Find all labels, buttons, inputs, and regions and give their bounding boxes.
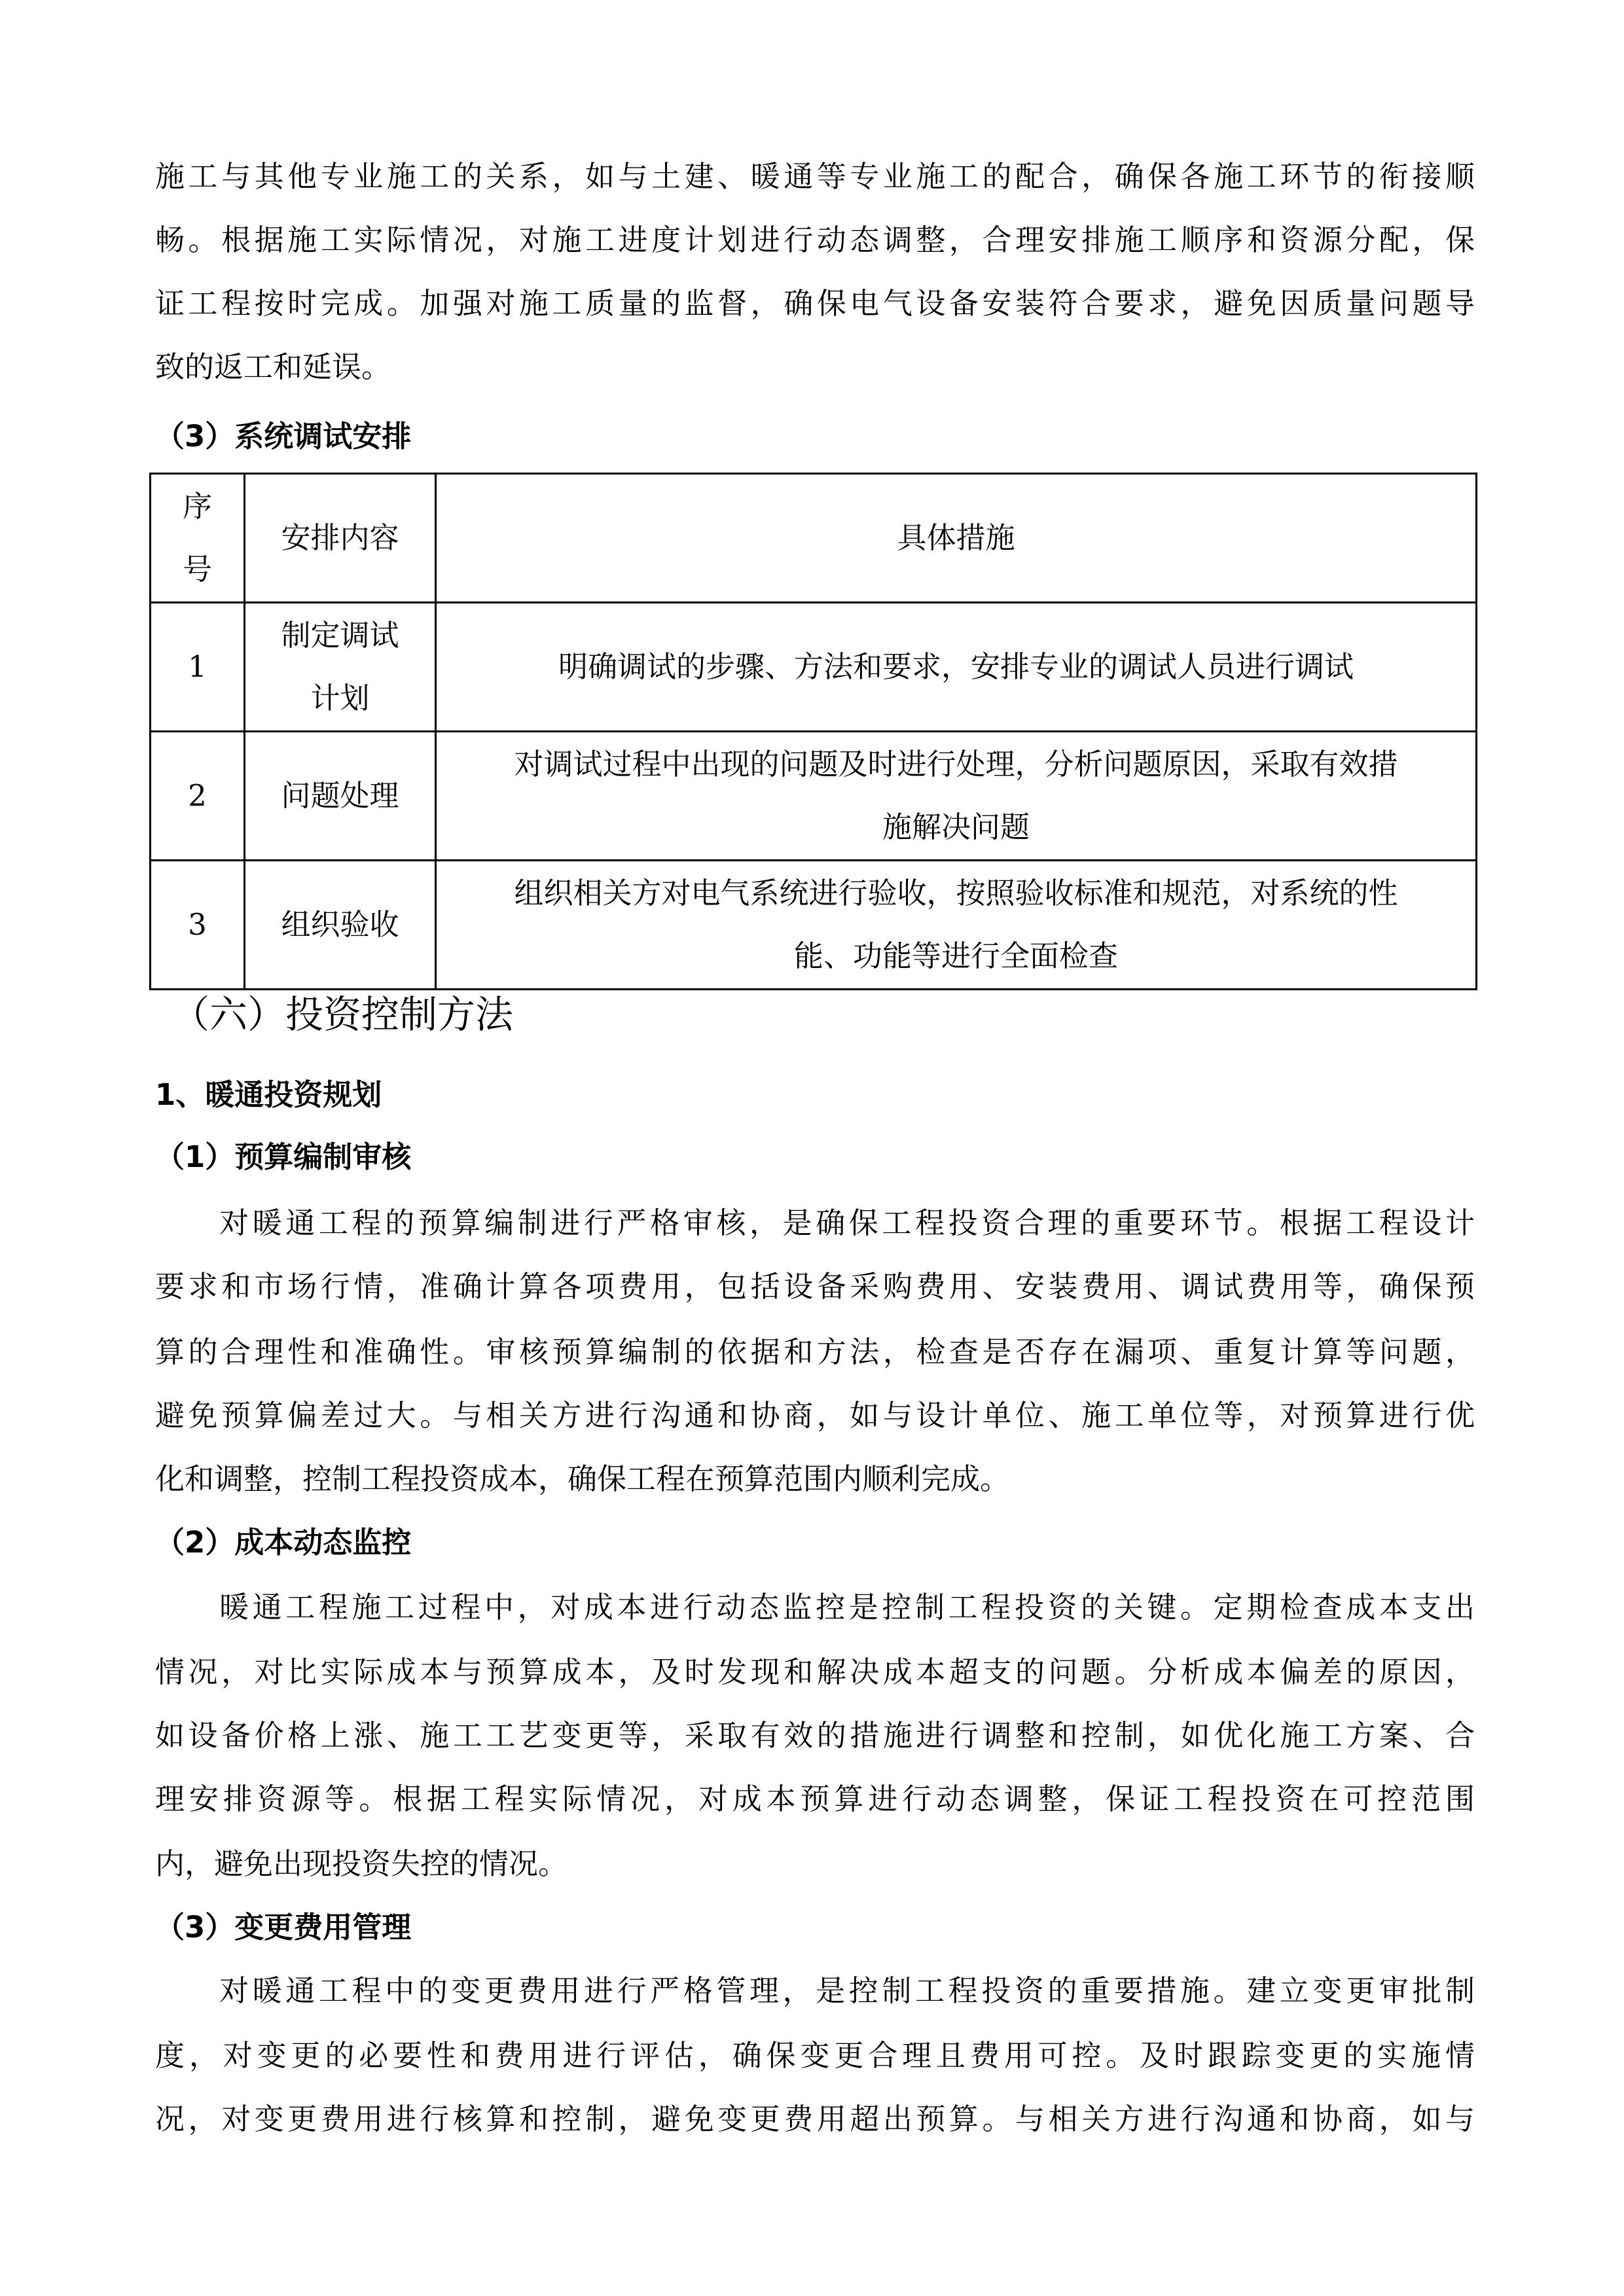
debug-arrangement-table <box>149 473 1477 990</box>
paragraph-line: 证工程按时完成。加强对施工质量的监督，确保电气设备安装符合要求，避免因质量问题导 <box>155 286 1475 321</box>
row-content: 制定调试 计划 <box>245 603 436 732</box>
subsection-heading-change-cost-management: （3）变更费用管理 <box>155 1910 412 1945</box>
paragraph-line: 化和调整，控制工程投资成本，确保工程在预算范围内顺利完成。 <box>155 1462 1010 1496</box>
table-row <box>151 861 1477 990</box>
paragraph-line: 施工与其他专业施工的关系，如与土建、暖通等专业施工的配合，确保各施工环节的衔接顺 <box>155 159 1475 194</box>
table-header-row <box>151 474 1477 603</box>
row-content: 组织验收 <box>245 861 436 990</box>
row-measures: 组织相关方对电气系统进行验收，按照验收标准和规范，对系统的性 能、功能等进行全面检查 <box>436 861 1477 990</box>
chapter-heading-investment-control: （六）投资控制方法 <box>171 992 514 1037</box>
row-measures: 对调试过程中出现的问题及时进行处理，分析问题原因，采取有效措 施解决问题 <box>436 732 1477 861</box>
subsection-heading-cost-monitoring: （2）成本动态监控 <box>155 1525 412 1560</box>
section-heading-debug-arrangement: （3）系统调试安排 <box>155 419 412 454</box>
table-row <box>151 603 1477 732</box>
paragraph-line: 避免预算偏差过大。与相关方进行沟通和协商，如与设计单位、施工单位等，对预算进行优 <box>155 1398 1475 1433</box>
paragraph-line: 要求和市场行情，准确计算各项费用，包括设备采购费用、安装费用、调试费用等，确保预 <box>155 1269 1475 1304</box>
table-row <box>151 732 1477 861</box>
section-heading-hvac-investment-planning: 1、暖通投资规划 <box>155 1077 382 1112</box>
paragraph-line: 畅。根据施工实际情况，对施工进度计划进行动态调整，合理安排施工顺序和资源分配，保 <box>155 223 1475 257</box>
row-content: 问题处理 <box>245 732 436 861</box>
header-measures: 具体措施 <box>436 474 1477 603</box>
subsection-heading-budget-review: （1）预算编制审核 <box>155 1139 412 1174</box>
header-content: 安排内容 <box>245 474 436 603</box>
row-index: 1 <box>151 603 245 732</box>
paragraph-line: 暖通工程施工过程中，对成本进行动态监控是控制工程投资的关键。定期检查成本支出 <box>219 1590 1475 1624</box>
row-measures: 明确调试的步骤、方法和要求，安排专业的调试人员进行调试 <box>436 603 1477 732</box>
paragraph-line: 情况，对比实际成本与预算成本，及时发现和解决成本超支的问题。分析成本偏差的原因， <box>155 1655 1475 1689</box>
row-index: 3 <box>151 861 245 990</box>
paragraph-line: 度，对变更的必要性和费用进行评估，确保变更合理且费用可控。及时跟踪变更的实施情 <box>155 2038 1475 2073</box>
paragraph-line: 致的返工和延误。 <box>155 350 391 384</box>
paragraph-line: 对暖通工程中的变更费用进行严格管理，是控制工程投资的重要措施。建立变更审批制 <box>219 1973 1475 2008</box>
paragraph-line: 况，对变更费用进行核算和控制，避免变更费用超出预算。与相关方进行沟通和协商，如与 <box>155 2102 1475 2136</box>
paragraph-line: 对暖通工程的预算编制进行严格审核，是确保工程投资合理的重要环节。根据工程设计 <box>219 1206 1475 1240</box>
header-index: 序 号 <box>151 474 245 603</box>
paragraph-line: 理安排资源等。根据工程实际情况，对成本预算进行动态调整，保证工程投资在可控范围 <box>155 1782 1475 1816</box>
paragraph-line: 算的合理性和准确性。审核预算编制的依据和方法，检查是否存在漏项、重复计算等问题， <box>155 1335 1475 1369</box>
paragraph-line: 如设备价格上涨、施工工艺变更等，采取有效的措施进行调整和控制，如优化施工方案、合 <box>155 1718 1475 1753</box>
paragraph-line: 内，避免出现投资失控的情况。 <box>155 1846 568 1881</box>
row-index: 2 <box>151 732 245 861</box>
